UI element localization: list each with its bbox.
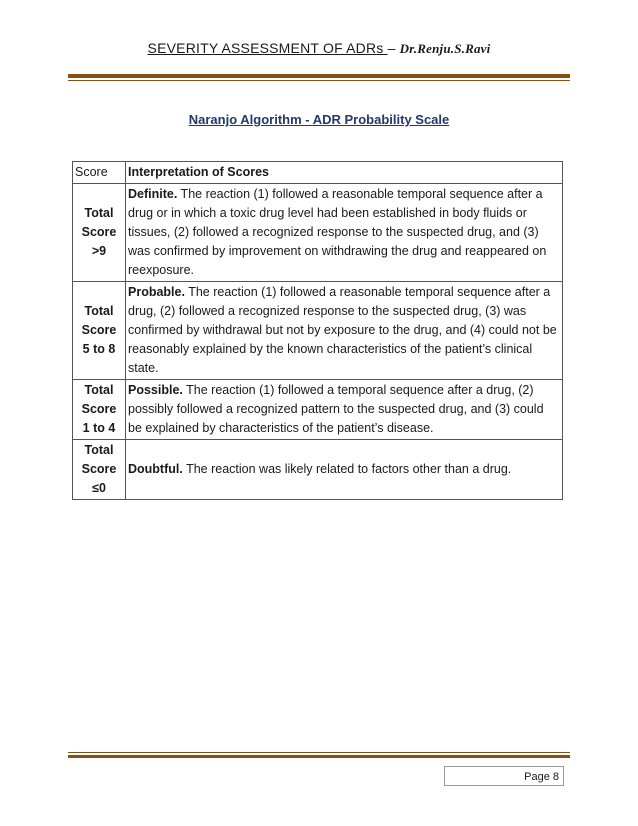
score-cell xyxy=(73,184,126,282)
table-row xyxy=(73,440,563,500)
score-line: ≤0 xyxy=(92,481,106,495)
interpretation-cell xyxy=(126,440,563,500)
table-row xyxy=(73,380,563,440)
interpretation-text: The reaction (1) followed a reasonable temporal sequence after a drug, (2) followed a recognized response to the suspected drug, (3) was confirmed by withdrawal but not by exposure to the drug, and (4) could not be reasonably explained by the known characteristics of the patient’s clinical state. xyxy=(128,285,557,375)
score-line: >9 xyxy=(91,244,107,258)
score-cell xyxy=(73,380,126,440)
score-line: Score xyxy=(81,462,117,476)
document-header xyxy=(0,40,638,57)
interpretation-text: The reaction was likely related to factors other than a drug. xyxy=(182,462,512,476)
score-line: Total xyxy=(84,443,114,457)
score-line: Total xyxy=(84,383,114,397)
interpretation-text: The reaction (1) followed a reasonable temporal sequence after a drug or in which a toxic drug level had been established in body fluids or tissues, (2) followed a recognized response to the suspected drug, and (3) was confirmed by improvement on withdrawing the drug and reappeared on reexposure. xyxy=(128,187,547,277)
header-rule-thick xyxy=(68,74,570,78)
category-label: Definite. xyxy=(128,187,178,201)
interpretation-column-header: Interpretation of Scores xyxy=(126,162,563,184)
score-line: 1 to 4 xyxy=(82,421,116,435)
score-column-header: Score xyxy=(73,162,126,184)
score-line: 5 to 8 xyxy=(82,342,116,356)
interpretation-cell xyxy=(126,380,563,440)
footer-rule-thin xyxy=(68,752,570,753)
score-line: Total xyxy=(84,304,114,318)
score-line: Score xyxy=(81,323,117,337)
score-cell xyxy=(73,440,126,500)
header-separator: – xyxy=(387,40,400,56)
header-author: Dr.Renju.S.Ravi xyxy=(399,41,491,56)
interpretation-cell xyxy=(126,184,563,282)
table-row xyxy=(73,282,563,380)
score-line: Score xyxy=(81,225,117,239)
category-label: Possible. xyxy=(128,383,183,397)
header-title: SEVERITY ASSESSMENT OF ADRs xyxy=(147,40,388,56)
table-row xyxy=(73,184,563,282)
score-cell xyxy=(73,282,126,380)
table-header-row xyxy=(73,162,563,184)
category-label: Doubtful. xyxy=(128,462,183,476)
interpretation-text: The reaction (1) followed a temporal sequence after a drug, (2) possibly followed a recognized pattern to the suspected drug, and (3) could be explained by characteristics of the patient’s disease. xyxy=(128,383,544,435)
interpretation-cell xyxy=(126,282,563,380)
score-line: Total xyxy=(84,206,114,220)
probability-scale-table xyxy=(72,161,563,500)
page-number: Page 8 xyxy=(444,766,564,786)
score-line: Score xyxy=(81,402,117,416)
section-subtitle: Naranjo Algorithm - ADR Probability Scale xyxy=(188,112,450,127)
category-label: Probable. xyxy=(128,285,185,299)
footer-rule-thick xyxy=(68,755,570,758)
header-rule-thin xyxy=(68,80,570,81)
